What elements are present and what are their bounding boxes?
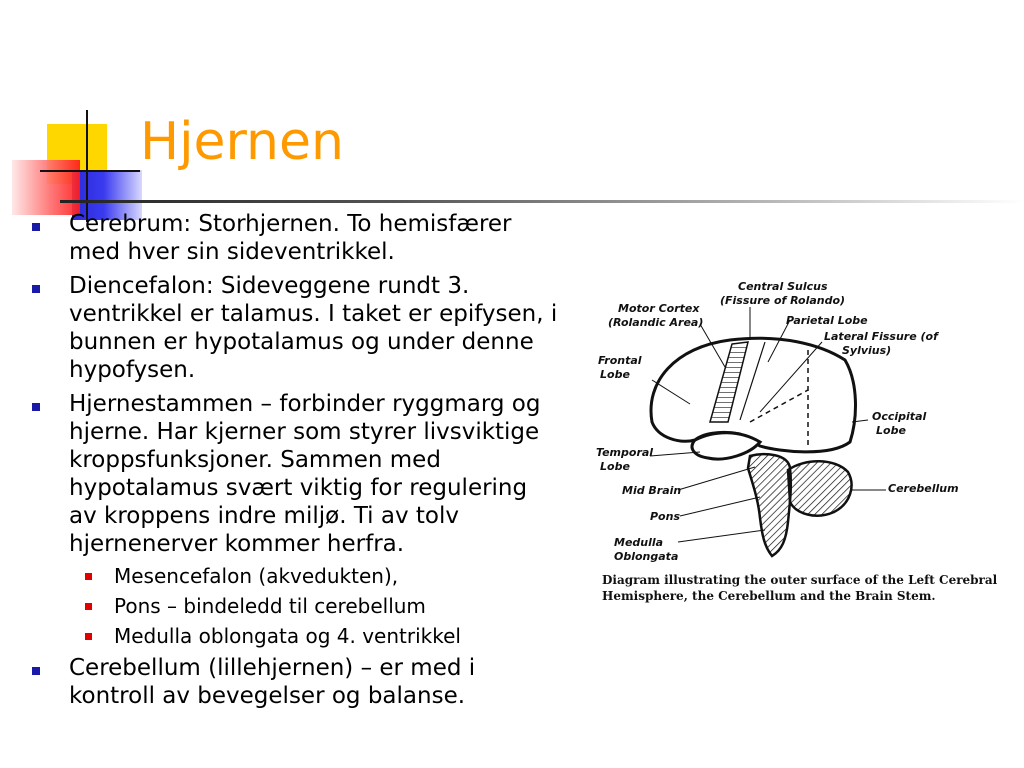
bullet-list [30, 210, 560, 710]
label-central-sulcus-2: (Fissure of Rolando) [720, 294, 846, 307]
title-underline [60, 200, 1024, 203]
sub-bullet-text: Mesencefalon (akvedukten), [114, 564, 399, 588]
label-temporal-1: Temporal [596, 446, 654, 459]
bullet-diencefalon [30, 272, 560, 384]
bullet-cerebellum [30, 654, 560, 710]
label-central-sulcus-1: Central Sulcus [738, 280, 828, 293]
bullet-marker-icon [32, 667, 40, 675]
label-occipital-1: Occipital [872, 410, 927, 423]
sub-bullet-pons [69, 594, 560, 618]
label-cerebellum: Cerebellum [888, 482, 959, 495]
bullet-text: Cerebellum (lillehjernen) – er med i kontroll av bevegelser og balanse. [69, 655, 476, 709]
label-parietal-lobe: Parietal Lobe [786, 314, 868, 327]
slide-title: Hjernen [140, 112, 344, 172]
label-midbrain: Mid Brain [622, 484, 682, 497]
logo-red-square [12, 160, 80, 215]
cerebrum-outline [651, 338, 855, 452]
label-medulla-1: Medulla [614, 536, 664, 549]
label-pons: Pons [650, 510, 680, 523]
logo-horizontal-line [40, 170, 140, 172]
sub-bullet-text: Pons – bindeledd til cerebellum [114, 594, 426, 618]
logo-vertical-line [86, 110, 88, 222]
figure-caption: Diagram illustrating the outer surface of the Left Cerebral Hemisphere, the Cerebellum and the Brain Stem. [602, 573, 998, 603]
sub-bullet-mesencefalon [69, 564, 560, 588]
label-medulla-2: Oblongata [614, 550, 679, 563]
bullet-marker-icon [32, 223, 40, 231]
brain-diagram-figure [590, 272, 1024, 612]
label-temporal-2: Lobe [600, 460, 630, 473]
bullet-text: Hjernestammen – forbinder ryggmarg og hjerne. Har kjerner som styrer livsviktige kroppsfunksjoner. Sammen med hypotalamus svært viktig for regulering av kroppens indre miljø. Ti av tolv hjernenerver kommer herfra. [69, 391, 541, 557]
brain-diagram [590, 272, 1024, 572]
label-frontal-1: Frontal [598, 354, 642, 367]
label-frontal-2: Lobe [600, 368, 630, 381]
bullet-hjernestammen [30, 390, 560, 648]
bullet-marker-icon [32, 285, 40, 293]
label-occipital-2: Lobe [876, 424, 906, 437]
sub-bullet-marker-icon [85, 603, 92, 610]
sub-bullet-list [69, 564, 560, 648]
bullet-list-container [30, 210, 560, 716]
bullet-text: Diencefalon: Sideveggene rundt 3. ventrikkel er talamus. I taket er epifysen, i bunnen er hypotalamus og under denne hypofysen. [69, 273, 558, 383]
label-motor-cortex-2: (Rolandic Area) [608, 316, 704, 329]
bullet-text: Cerebrum: Storhjernen. To hemisfærer med hver sin sideventrikkel. [69, 211, 512, 265]
decorative-logo [0, 0, 160, 240]
bullet-cerebrum [30, 210, 560, 266]
label-lateral-fissure-1: Lateral Fissure (of [824, 330, 938, 343]
cerebellum-shape [788, 461, 852, 515]
sub-bullet-medulla [69, 624, 560, 648]
brain-stem [748, 454, 791, 556]
sub-bullet-marker-icon [85, 633, 92, 640]
bullet-marker-icon [32, 403, 40, 411]
label-lateral-fissure-2: Sylvius) [842, 344, 892, 357]
sub-bullet-marker-icon [85, 573, 92, 580]
label-motor-cortex-1: Motor Cortex [618, 302, 700, 315]
sub-bullet-text: Medulla oblongata og 4. ventrikkel [114, 624, 461, 648]
